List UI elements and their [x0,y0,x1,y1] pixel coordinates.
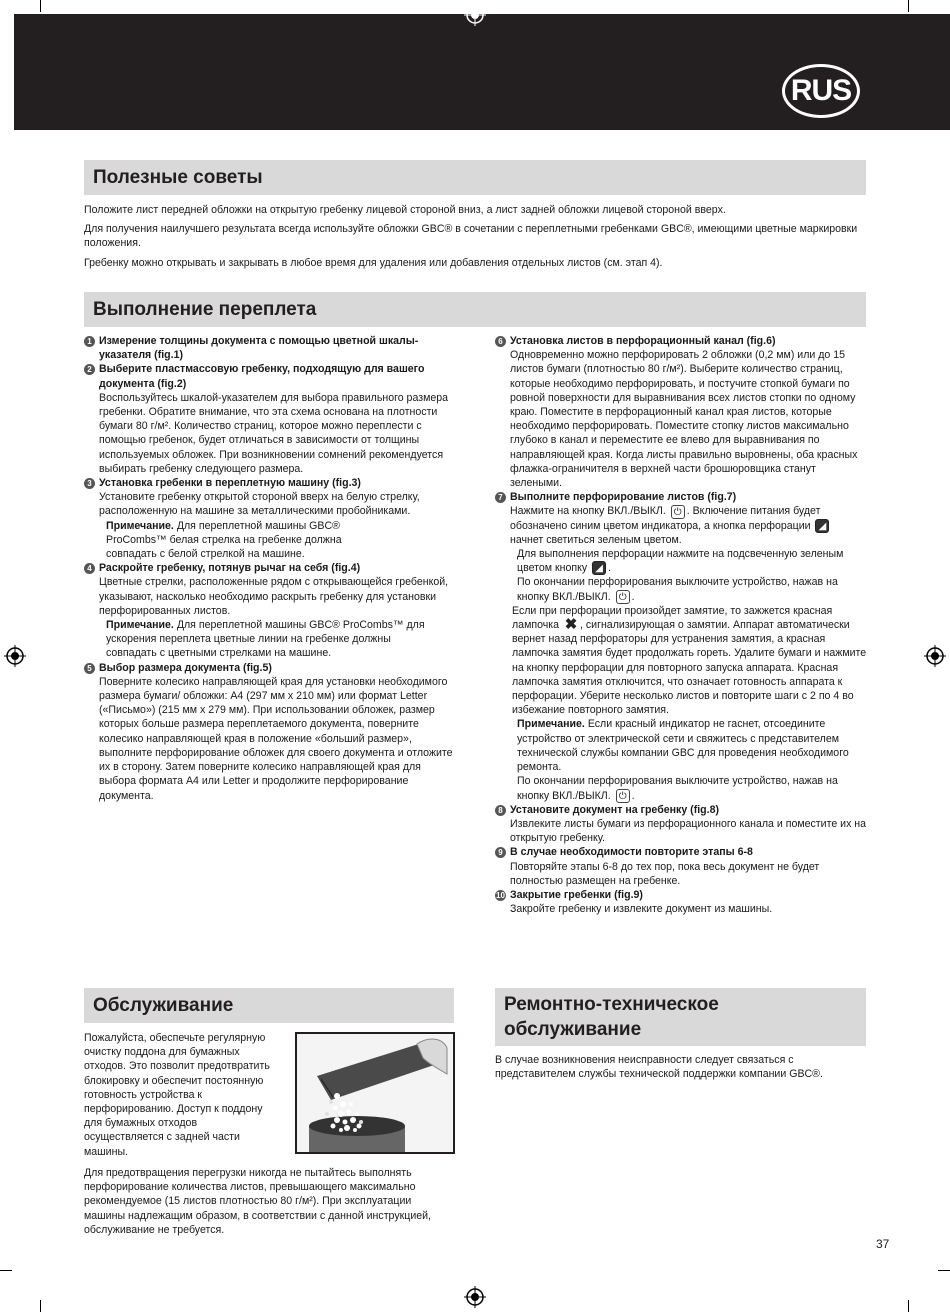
binding-column-left [84,334,456,803]
repair-heading [495,988,866,1046]
step-title: Измерение толщины документа с помощью цветной шкалы-указателя (fig.1) [99,335,419,362]
step-title: В случае необходимости повторите этапы 6-8 [510,846,753,859]
step-subtext [510,575,867,603]
tips-heading: Полезные советы [84,160,866,195]
language-badge [782,64,860,118]
step-text-part: . [631,789,635,802]
step-number: 7 [495,492,506,503]
step-text-part: По окончании перфорирования выключите устройство, нажав на кнопку ВКЛ./ВЫКЛ. [517,576,838,603]
note-text: Для переплетной машины GBC® ProCombs™ для ускорения переплета цветные линии на гребенке должны совпадать с цветными стрелками на машине. [106,619,425,660]
step-text-part: Если при перфорации произойдет замятие, то зажжется красная лампочка [512,604,833,632]
maintenance-p2: Для предотвращения перегрузки никогда не пытайтесь выполнять перфорирование количества листов, превышающего максимально рекомендуемое (15 листов плотностью 80 г/м²). При эксплуатации машины надлежащим образом, в соответствии с данной инструкцией, обслуживание не требуется. [84,1167,431,1236]
repair-text: В случае возникновения неисправности следует связаться с представителем службы технической поддержки компании GBC®. [495,1054,823,1081]
step-title: Установка листов в перфорационный канал (fig.6) [510,335,776,347]
binding-column-right [495,334,867,916]
step-title: Закрытие гребенки (fig.9) [510,888,643,901]
step-text-part: . [631,590,635,603]
step-6 [495,334,867,490]
step-8 [495,803,867,846]
step-number: 9 [495,847,506,858]
crop-mark [0,42,12,43]
step-text: Установите гребенку открытой стороной вверх на белую стрелку, расположенную на машине за металлическими пробойниками. [99,491,420,518]
waste-tray-drawing [297,1034,453,1152]
step-number: 2 [84,364,95,375]
repair-heading-text [504,992,719,1042]
step-text-part: Нажмите на кнопку ВКЛ./ВЫКЛ. [510,505,666,518]
step-title: Выберите пластмассовую гребенку, подходящую для вашего документа (fig.2) [99,363,425,390]
registration-mark-icon [464,1286,486,1308]
step-title: Установите документ на гребенку (fig.8) [510,803,719,816]
crop-mark [40,0,41,12]
waste-tray-illustration [295,1032,455,1154]
step-note [99,618,456,661]
step-title: Установка гребенки в переплетную машину (fig.3) [99,477,361,490]
step-text: Одновременно можно перфорировать 2 обложки (0,2 мм) или до 15 листов бумаги (плотностью 80 г/м²). Выберите количество страниц, которые необходимо перфорировать, и постучите стопкой бумаги по ровной поверхности для выравнивания всех листов стопки по одному краю. Поместите в перфорационный канал края листов, которые необходимо перфорировать. Поместите стопку листов максимально глубоко в канал и переместите ее влево для выравнивания по направляющей края. Когда листы правильно выровнены, оба красных флажка-ограничителя в верхней части брошюровщика станут зелеными. [510,349,858,490]
crop-mark [908,0,909,12]
step-title: Раскройте гребенку, потянув рычаг на себя (fig.4) [99,562,361,575]
step-7 [495,490,867,802]
jam-paragraph [510,604,867,718]
step-number: 10 [496,890,505,900]
step-note [510,717,867,774]
step-number: 6 [495,336,506,347]
power-icon: ⏻ [671,505,685,519]
maintenance-heading: Обслуживание [84,988,454,1023]
step-text-part: По окончании перфорирования выключите устройство, нажав на кнопку ВКЛ./ВЫКЛ. [517,775,838,802]
jam-x-icon: ✖ [564,616,578,634]
step-text-part: . [608,562,612,575]
step-text: Извлеките листы бумаги из перфорационного канала и поместите их на открытую гребенку. [510,817,867,845]
note-label: Примечание. [106,619,174,632]
note-label: Примечание. [517,718,585,731]
step-number: 5 [84,663,95,674]
step-text: Повторяйте этапы 6-8 до тех пор, пока весь документ не будет полностью размещен на гребенке. [510,860,820,887]
step-title: Выбор размера документа (fig.5) [99,661,272,674]
step-text-part: Для выполнения перфорации нажмите на подсвеченную зеленым цветом кнопку [517,548,844,575]
tips-paragraph: Гребенку можно открывать и закрывать в любое время для удаления или добавления отдельных листов (см. этап 4). [84,256,663,269]
registration-mark-icon [924,645,946,667]
step-number: 4 [84,563,95,574]
tips-paragraph: Положите лист передней обложки на открытую гребенку лицевой стороной вниз, а лист задней обложки лицевой стороной вверх. [84,204,726,216]
repair-heading-line: Ремонтно-техническое [504,994,719,1015]
step-title: Выполните перфорирование листов (fig.7) [510,491,737,504]
tips-paragraph: Для получения наилучшего результата всегда используйте обложки GBC® в сочетании с переплетными гребенками GBC®, имеющими цветные маркировки положения. [84,223,858,250]
step-text-part: начнет светиться зеленым цветом. [510,533,682,546]
punch-button-icon: ◢ [592,561,606,575]
step-10 [495,888,867,916]
step-text: Воспользуйтесь шкалой-указателем для выбора правильного размера гребенки. Обратите внимание, что эта схема основана на плотности бумаги 80 г/м². Количество страниц, которое можно переплести с помощью гребенок, будет отличаться в зависимости от толщины используемых обложек. При возникновении сомнений рекомендуется выбирать гребенку следующего размера. [99,391,449,475]
step-1 [84,334,456,362]
step-text-part: , сигнализирующая о замятии. Аппарат автоматически вернет назад перфораторы для устранения замятия, а красная лампочка замятия будет продолжать гореть. Удалите бумаги и нажмите на кнопку перфорации для повторного запуска аппарата. Красная лампочка замятия отключится, что означает готовность аппарата к перфорации. Уберите несколько листов и повторите шаги с 2 по 4 во избежание повторного замятия. [512,619,867,717]
step-2 [84,362,456,476]
registration-mark-icon [464,4,486,26]
step-4 [84,561,456,660]
step-9 [495,845,867,888]
step-note [99,519,456,562]
punch-button-icon: ◢ [815,519,829,533]
step-5 [84,661,456,803]
registration-mark-icon [4,645,26,667]
crop-mark [40,1300,41,1312]
step-subtext [510,774,867,802]
power-icon: ⏻ [616,590,630,604]
crop-mark [908,1300,909,1312]
page-number: 37 [876,1237,890,1251]
power-icon: ⏻ [616,789,630,803]
step-number: 3 [84,478,95,489]
step-3 [84,476,456,561]
step-number: 8 [495,805,506,816]
note-label: Примечание. [106,519,174,532]
step-number: 1 [84,336,95,347]
repair-heading-line: обслуживание [504,1019,642,1040]
step-text-part: . Включение питания будет обозначено синим цветом индикатора, а кнопка перфорации [510,505,821,532]
binding-heading: Выполнение переплета [84,292,866,327]
maintenance-p1: Пожалуйста, обеспечьте регулярную очистку поддона для бумажных отходов. Это позволит предотвратить блокировку и обеспечит постоянную готовность устройства к перфорированию. Доступ к поддону для бумажных отходов осуществляется с задней части машины. [84,1032,270,1158]
crop-mark [938,1270,950,1271]
note-text: Для переплетной машины GBC® ProCombs™ белая стрелка на гребенке должна совпадать с белой стрелкой на машине. [106,519,342,561]
language-badge-label: RUS [790,74,852,107]
step-text: Закройте гребенку и извлеките документ из машины. [510,903,773,916]
step-text [510,504,867,547]
step-text: Цветные стрелки, расположенные рядом с открывающейся гребенкой, указывают, насколько необходимо раскрыть гребенку для установки перфорированных листов. [99,576,449,617]
note-text: Если красный индикатор не гаснет, отсоедините устройство от электрической сети и свяжитесь с представителем технической службы компании GBC для проведения необходимого ремонта. [517,718,849,774]
step-subtext [510,547,867,575]
step-text: Поверните колесико направляющей края для установки необходимого размера бумаги/ обложки: A4 (297 мм x 210 мм) или формат Letter («Письмо») (215 мм x 279 мм). При использовании обложек, размер которых больше размера переплетаемого документа, поверните колесико направляющей края в положение «больший размер», выполните перфорирование обложек для своего документа и отложите их в сторону. Затем поверните колесико направляющей края для выбора формата A4 или Letter и продолжите перфорирование документа. [99,675,453,802]
crop-mark [0,1270,12,1271]
tips-body [84,203,866,275]
